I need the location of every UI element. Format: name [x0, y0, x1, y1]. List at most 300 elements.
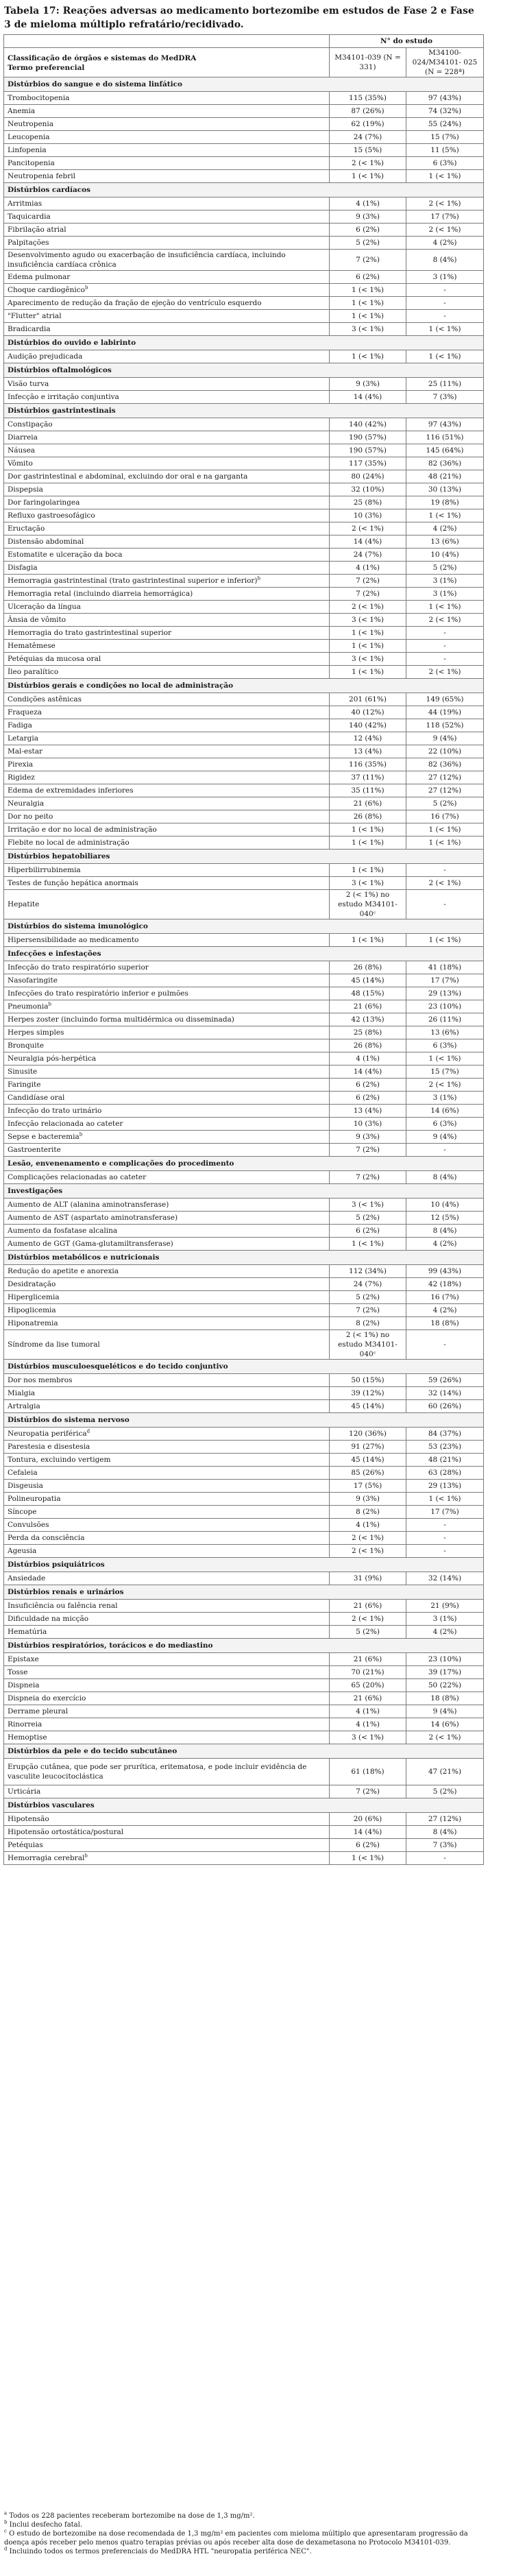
- preferred-term-text: Mal-estar: [8, 747, 43, 756]
- preferred-term-cell: [4, 601, 330, 614]
- study-039-value: 1 (< 1%): [330, 310, 406, 323]
- study-039-value: 12 (4%): [330, 732, 406, 745]
- study-024-025-value: 47 (21%): [406, 1759, 484, 1785]
- preferred-term-text: Disfagia: [8, 564, 38, 572]
- preferred-term-cell: [4, 271, 330, 284]
- table-row: [4, 1666, 484, 1679]
- preferred-term-cell: [4, 1131, 330, 1144]
- study-024-025-value: 4 (2%): [406, 1626, 484, 1639]
- study-024-025-value: 6 (3%): [406, 1118, 484, 1131]
- preferred-term-text: Neuralgia: [8, 799, 45, 808]
- preferred-term-text: Letargia: [8, 734, 39, 743]
- study-024-025-value: 50 (22%): [406, 1679, 484, 1692]
- preferred-term-text: Tontura, excluindo vertigem: [8, 1456, 111, 1464]
- table-row: [4, 1026, 484, 1039]
- study-024-025-value: 3 (1%): [406, 271, 484, 284]
- study-039-value: 3 (< 1%): [330, 653, 406, 666]
- table-row: [4, 614, 484, 627]
- preferred-term-cell: [4, 157, 330, 170]
- study-024-025-value: 10 (4%): [406, 1199, 484, 1212]
- preferred-term-cell: [4, 378, 330, 391]
- preferred-term-cell: [4, 836, 330, 850]
- section-title: Distúrbios renais e urinários: [4, 1585, 484, 1600]
- section-title: Distúrbios cardíacos: [4, 183, 484, 197]
- table-row: [4, 549, 484, 562]
- preferred-term-cell: [4, 1545, 330, 1558]
- study-024-025-value: 1 (< 1%): [406, 509, 484, 522]
- preferred-term-cell: [4, 1278, 330, 1291]
- table-row: [4, 890, 484, 919]
- study-024-025-value: 17 (7%): [406, 1506, 484, 1519]
- table-row: [4, 1278, 484, 1291]
- study-039-value: 80 (24%): [330, 470, 406, 483]
- preferred-term-text: Hemorragia do trato gastrintestinal superior: [8, 629, 172, 637]
- table-row: [4, 666, 484, 679]
- study-039-value: 2 (< 1%) no estudo M34101-040ᶜ: [330, 890, 406, 919]
- preferred-term-cell: [4, 1225, 330, 1238]
- table-row: [4, 1679, 484, 1692]
- section-title: Distúrbios vasculares: [4, 1798, 484, 1813]
- preferred-term-cell: [4, 1212, 330, 1225]
- study-024-025-value: 5 (2%): [406, 562, 484, 575]
- preferred-term-cell: [4, 810, 330, 823]
- study-039-value: 9 (3%): [330, 1493, 406, 1506]
- study-039-value: 9 (3%): [330, 378, 406, 391]
- study-039-value: 4 (1%): [330, 562, 406, 575]
- study-024-025-value: 99 (43%): [406, 1265, 484, 1278]
- preferred-term-cell: [4, 250, 330, 271]
- preferred-term-cell: [4, 470, 330, 483]
- table-row: [4, 1441, 484, 1454]
- preferred-term-cell: [4, 1600, 330, 1613]
- preferred-term-text: Refluxo gastroesofágico: [8, 511, 95, 520]
- study-039-value: 190 (57%): [330, 444, 406, 457]
- table-row: [4, 105, 484, 118]
- preferred-term-cell: [4, 170, 330, 183]
- preferred-term-text: Constipação: [8, 420, 53, 429]
- study-024-025-value: 15 (7%): [406, 131, 484, 144]
- preferred-term-text: Gastroenterite: [8, 1146, 61, 1154]
- section-header-row: [4, 1558, 484, 1572]
- preferred-term-cell: [4, 627, 330, 640]
- study-039-value: 5 (2%): [330, 237, 406, 250]
- study-024-025-value: -: [406, 1330, 484, 1360]
- study-024-025-value: 149 (65%): [406, 693, 484, 706]
- preferred-term-cell: [4, 1653, 330, 1666]
- preferred-term-text: Neutropenia: [8, 120, 54, 128]
- footnote-mark: c: [4, 2528, 7, 2534]
- footnote-text: Incluindo todos os termos preferenciais do MedDRA HTL "neuropatia periférica NEC".: [9, 2548, 312, 2555]
- study-024-025-value: 1 (< 1%): [406, 934, 484, 947]
- study-039-value: 1 (< 1%): [330, 640, 406, 653]
- section-title: Distúrbios da pele e do tecido subcutâneo: [4, 1744, 484, 1759]
- study-039-value: 37 (11%): [330, 771, 406, 784]
- table-subheader-row: [4, 48, 484, 77]
- table-row: [4, 1731, 484, 1744]
- table-row: [4, 496, 484, 509]
- study-039-value: 6 (2%): [330, 224, 406, 237]
- study-039-value: 117 (35%): [330, 457, 406, 470]
- study-039-value: 3 (< 1%): [330, 614, 406, 627]
- study-039-value: 32 (10%): [330, 483, 406, 496]
- table-row: [4, 323, 484, 336]
- preferred-term-cell: [4, 1026, 330, 1039]
- preferred-term-cell: [4, 418, 330, 431]
- study-024-025-value: 27 (12%): [406, 784, 484, 797]
- study-039-value: 85 (26%): [330, 1467, 406, 1480]
- preferred-term-text: Visão turva: [8, 380, 49, 388]
- study-024-025-value: 6 (3%): [406, 1039, 484, 1052]
- study-024-025-value: 1 (< 1%): [406, 823, 484, 836]
- table-row: [4, 271, 484, 284]
- preferred-term-text: Ânsia de vômito: [8, 616, 66, 624]
- section-header-row: [4, 919, 484, 934]
- study-039-value: 1 (< 1%): [330, 627, 406, 640]
- study-039-value: 7 (2%): [330, 1144, 406, 1157]
- preferred-term-cell: [4, 144, 330, 157]
- study-039-value: 65 (20%): [330, 1679, 406, 1692]
- table-row: [4, 1171, 484, 1184]
- preferred-term-text: Dor nos membros: [8, 1376, 73, 1384]
- study-039-value: 45 (14%): [330, 1400, 406, 1413]
- preferred-term-text: Aparecimento de redução da fração de ejeção do ventrículo esquerdo: [8, 299, 262, 307]
- table-row: [4, 1692, 484, 1705]
- table-row: [4, 797, 484, 810]
- preferred-term-cell: [4, 224, 330, 237]
- study-024-025-value: -: [406, 310, 484, 323]
- study-024-025-value: 14 (6%): [406, 1105, 484, 1118]
- preferred-term-text: Erupção cutânea, que pode ser prurítica, eritematosa, e pode incluir evidência de vasculite leucocitoclástica: [8, 1763, 307, 1781]
- table-row: [4, 810, 484, 823]
- preferred-term-text: Desenvolvimento agudo ou exacerbação de insuficiência cardíaca, incluindo insuficiência cardíaca crônica: [8, 251, 286, 269]
- preferred-term-cell: [4, 1171, 330, 1184]
- study-024-025-value: 27 (12%): [406, 771, 484, 784]
- study-039-value: 7 (2%): [330, 1785, 406, 1798]
- study-024-025-value: 30 (13%): [406, 483, 484, 496]
- study-039-value: 1 (< 1%): [330, 1852, 406, 1865]
- preferred-term-cell: [4, 1852, 330, 1865]
- study-039-value: 14 (4%): [330, 1826, 406, 1839]
- preferred-term-cell: [4, 1066, 330, 1079]
- study-039-value: 3 (< 1%): [330, 877, 406, 890]
- preferred-term-cell: [4, 1291, 330, 1304]
- study-024-025-value: 2 (< 1%): [406, 614, 484, 627]
- study-039-value: 87 (26%): [330, 105, 406, 118]
- preferred-term-text: Insuficiência ou falência renal: [8, 1602, 118, 1610]
- table-row: [4, 118, 484, 131]
- preferred-term-text: Redução do apetite e anorexia: [8, 1267, 119, 1275]
- footnote-mark: d: [4, 2546, 8, 2552]
- study-024-025-value: -: [406, 1144, 484, 1157]
- preferred-term-cell: [4, 640, 330, 653]
- preferred-term-text: Hemorragia retal (incluindo diarreia hemorrágica): [8, 590, 193, 598]
- preferred-term-cell: [4, 350, 330, 363]
- study-024-025-value: -: [406, 653, 484, 666]
- study-039-value: 13 (4%): [330, 745, 406, 758]
- preferred-term-text: Fibrilação atrial: [8, 226, 66, 234]
- table-row: [4, 1718, 484, 1731]
- footnote-marker: d: [86, 1428, 90, 1434]
- preferred-term-text: Derrame pleural: [8, 1707, 69, 1716]
- preferred-term-cell: [4, 1826, 330, 1839]
- preferred-term-cell: [4, 890, 330, 919]
- preferred-term-text: Dispepsia: [8, 485, 43, 494]
- study-024-025-value: 25 (11%): [406, 378, 484, 391]
- preferred-term-cell: [4, 509, 330, 522]
- study-039-value: 40 (12%): [330, 706, 406, 719]
- study-039-value: 70 (21%): [330, 1666, 406, 1679]
- preferred-term-text: Aumento de AST (aspartato aminotransferase): [8, 1214, 178, 1222]
- study-024-025-value: 4 (2%): [406, 237, 484, 250]
- preferred-term-text: Bronquite: [8, 1042, 45, 1050]
- section-title: Lesão, envenenamento e complicações do procedimento: [4, 1157, 484, 1171]
- footnote-marker: b: [79, 1131, 83, 1137]
- study-039-value: 21 (6%): [330, 1653, 406, 1666]
- preferred-term-text: Edema pulmonar: [8, 273, 71, 281]
- preferred-term-text: Faringite: [8, 1081, 41, 1089]
- study-024-025-value: 29 (13%): [406, 1480, 484, 1493]
- table-row: [4, 131, 484, 144]
- table-row: [4, 250, 484, 271]
- study-024-025-value: 11 (5%): [406, 144, 484, 157]
- preferred-term-cell: [4, 987, 330, 1000]
- section-header-row: [4, 1413, 484, 1428]
- preferred-term-cell: [4, 197, 330, 210]
- preferred-term-cell: [4, 1317, 330, 1330]
- preferred-term-cell: [4, 666, 330, 679]
- table-row: [4, 864, 484, 877]
- study-039-value: 9 (3%): [330, 210, 406, 224]
- table-row: [4, 732, 484, 745]
- study-024-025-value: -: [406, 1532, 484, 1545]
- study-024-025-value: 1 (< 1%): [406, 1052, 484, 1066]
- section-header-row: [4, 183, 484, 197]
- footnotes: [4, 2512, 484, 2556]
- table-row: [4, 1785, 484, 1798]
- preferred-term-cell: [4, 1000, 330, 1013]
- study-039-value: 14 (4%): [330, 391, 406, 404]
- study-039-value: 21 (6%): [330, 1600, 406, 1613]
- study-024-025-value: 1 (< 1%): [406, 1493, 484, 1506]
- table-row: [4, 1572, 484, 1585]
- study-039-value: 1 (< 1%): [330, 864, 406, 877]
- study-024-025-value: 6 (3%): [406, 157, 484, 170]
- table-row: [4, 224, 484, 237]
- study-039-value: 115 (35%): [330, 92, 406, 105]
- footnote-text: Todos os 228 pacientes receberam bortezomibe na dose de 1,3 mg/m².: [9, 2512, 255, 2520]
- section-header-row: [4, 336, 484, 350]
- study-024-025-value: 1 (< 1%): [406, 170, 484, 183]
- column-header-term: [4, 48, 330, 77]
- study-039-value: 1 (< 1%): [330, 934, 406, 947]
- table-row: [4, 1626, 484, 1639]
- preferred-term-text: Dispneia do exercício: [8, 1694, 86, 1702]
- study-024-025-value: 32 (14%): [406, 1387, 484, 1400]
- study-039-value: 2 (< 1%): [330, 1532, 406, 1545]
- table-row: [4, 1092, 484, 1105]
- preferred-term-text: Hiponatremia: [8, 1319, 58, 1327]
- study-039-value: 7 (2%): [330, 1304, 406, 1317]
- table-row: [4, 1131, 484, 1144]
- study-039-value: 4 (1%): [330, 1705, 406, 1718]
- preferred-term-text: Herpes simples: [8, 1028, 64, 1037]
- preferred-term-text: Polineuropatia: [8, 1495, 61, 1503]
- preferred-term-text: Neuropatia periférica: [8, 1430, 87, 1438]
- preferred-term-text: Hipotensão: [8, 1815, 49, 1823]
- table-row: [4, 92, 484, 105]
- preferred-term-cell: [4, 1626, 330, 1639]
- study-024-025-value: -: [406, 627, 484, 640]
- preferred-term-cell: [4, 974, 330, 987]
- section-header-row: [4, 1744, 484, 1759]
- table-row: [4, 706, 484, 719]
- section-header-row: [4, 679, 484, 693]
- table-row: [4, 522, 484, 535]
- section-header-row: [4, 1251, 484, 1265]
- study-039-value: 140 (42%): [330, 418, 406, 431]
- section-title: Distúrbios do ouvido e labirinto: [4, 336, 484, 350]
- table-row: [4, 350, 484, 363]
- column-header-soc: Classificação de órgãos e sistemas do MedDRA: [8, 54, 197, 62]
- study-024-025-value: 48 (21%): [406, 470, 484, 483]
- study-024-025-value: 32 (14%): [406, 1572, 484, 1585]
- preferred-term-text: Rinorreia: [8, 1720, 42, 1729]
- section-header-row: [4, 850, 484, 864]
- preferred-term-text: Pancitopenia: [8, 159, 55, 167]
- study-039-value: 26 (8%): [330, 1039, 406, 1052]
- study-024-025-value: 16 (7%): [406, 1291, 484, 1304]
- section-title: Distúrbios do sangue e do sistema linfático: [4, 77, 484, 92]
- study-024-025-value: 53 (23%): [406, 1441, 484, 1454]
- table-row: [4, 1705, 484, 1718]
- preferred-term-cell: [4, 961, 330, 974]
- footnote-mark: a: [4, 2510, 8, 2516]
- preferred-term-text: Hipoglicemia: [8, 1306, 56, 1314]
- table-row: [4, 1506, 484, 1519]
- study-024-025-value: -: [406, 284, 484, 297]
- table-row: [4, 1330, 484, 1360]
- footnote-marker: b: [257, 575, 261, 581]
- section-header-row: [4, 947, 484, 961]
- preferred-term-cell: [4, 1666, 330, 1679]
- table-row: [4, 391, 484, 404]
- preferred-term-text: Neutropenia febril: [8, 172, 75, 180]
- study-039-value: 140 (42%): [330, 719, 406, 732]
- study-024-025-value: 7 (3%): [406, 1839, 484, 1852]
- preferred-term-cell: [4, 105, 330, 118]
- preferred-term-cell: [4, 444, 330, 457]
- preferred-term-text: Irritação e dor no local de administração: [8, 826, 157, 834]
- study-024-025-value: 5 (2%): [406, 1785, 484, 1798]
- preferred-term-cell: [4, 745, 330, 758]
- study-039-value: 8 (2%): [330, 1506, 406, 1519]
- study-024-025-value: 60 (26%): [406, 1400, 484, 1413]
- table-row: [4, 1387, 484, 1400]
- preferred-term-cell: [4, 575, 330, 588]
- study-039-value: 7 (2%): [330, 250, 406, 271]
- section-title: Distúrbios gerais e condições no local de administração: [4, 679, 484, 693]
- preferred-term-text: Hemorragia cerebral: [8, 1854, 85, 1862]
- preferred-term-text: "Flutter" atrial: [8, 312, 62, 320]
- study-039-value: 190 (57%): [330, 431, 406, 444]
- preferred-term-text: Neuralgia pós-herpética: [8, 1055, 97, 1063]
- preferred-term-cell: [4, 284, 330, 297]
- study-024-025-value: 3 (1%): [406, 588, 484, 601]
- study-024-025-value: -: [406, 640, 484, 653]
- study-039-value: 20 (6%): [330, 1813, 406, 1826]
- preferred-term-cell: [4, 732, 330, 745]
- study-039-value: 4 (1%): [330, 1718, 406, 1731]
- table-row: [4, 1532, 484, 1545]
- preferred-term-text: Urticária: [8, 1787, 41, 1796]
- table-row: [4, 1225, 484, 1238]
- table-row: [4, 1199, 484, 1212]
- study-024-025-value: 9 (4%): [406, 732, 484, 745]
- preferred-term-cell: [4, 1839, 330, 1852]
- preferred-term-cell: [4, 1692, 330, 1705]
- preferred-term-cell: [4, 1144, 330, 1157]
- study-024-025-value: 97 (43%): [406, 92, 484, 105]
- study-039-value: 24 (7%): [330, 549, 406, 562]
- preferred-term-cell: [4, 1718, 330, 1731]
- study-024-025-value: 4 (2%): [406, 1304, 484, 1317]
- preferred-term-cell: [4, 771, 330, 784]
- study-024-025-value: 2 (< 1%): [406, 1079, 484, 1092]
- study-024-025-value: 4 (2%): [406, 1238, 484, 1251]
- preferred-term-cell: [4, 797, 330, 810]
- section-header-row: [4, 363, 484, 378]
- preferred-term-cell: [4, 1441, 330, 1454]
- study-039-value: 2 (< 1%): [330, 1613, 406, 1626]
- preferred-term-cell: [4, 1813, 330, 1826]
- preferred-term-cell: [4, 1532, 330, 1545]
- footnote: [4, 2529, 484, 2547]
- study-024-025-value: 23 (10%): [406, 1000, 484, 1013]
- study-024-025-value: 14 (6%): [406, 1718, 484, 1731]
- study-039-value: 3 (< 1%): [330, 1199, 406, 1212]
- preferred-term-text: Infecção do trato respiratório superior: [8, 963, 149, 972]
- preferred-term-cell: [4, 131, 330, 144]
- preferred-term-text: Trombocitopenia: [8, 94, 70, 102]
- study-024-025-value: 63 (28%): [406, 1467, 484, 1480]
- preferred-term-cell: [4, 653, 330, 666]
- preferred-term-cell: [4, 323, 330, 336]
- study-024-025-value: 8 (4%): [406, 1171, 484, 1184]
- study-039-value: 91 (27%): [330, 1441, 406, 1454]
- table-row: [4, 284, 484, 297]
- preferred-term-cell: [4, 706, 330, 719]
- preferred-term-text: Eructação: [8, 525, 45, 533]
- study-024-025-value: 26 (11%): [406, 1013, 484, 1026]
- section-header-row: [4, 1798, 484, 1813]
- table-row: [4, 210, 484, 224]
- study-024-025-value: 3 (1%): [406, 1613, 484, 1626]
- table-row: [4, 575, 484, 588]
- preferred-term-text: Infecção e irritação conjuntiva: [8, 393, 119, 401]
- preferred-term-cell: [4, 1400, 330, 1413]
- table-row: [4, 1400, 484, 1413]
- study-039-value: 48 (15%): [330, 987, 406, 1000]
- study-024-025-value: 116 (51%): [406, 431, 484, 444]
- adverse-reactions-table: [3, 34, 484, 1865]
- table-row: [4, 1066, 484, 1079]
- study-024-025-value: 59 (26%): [406, 1374, 484, 1387]
- study-039-value: 13 (4%): [330, 1105, 406, 1118]
- preferred-term-text: Tosse: [8, 1668, 28, 1676]
- table-row: [4, 1079, 484, 1092]
- table-row: [4, 431, 484, 444]
- study-039-value: 1 (< 1%): [330, 284, 406, 297]
